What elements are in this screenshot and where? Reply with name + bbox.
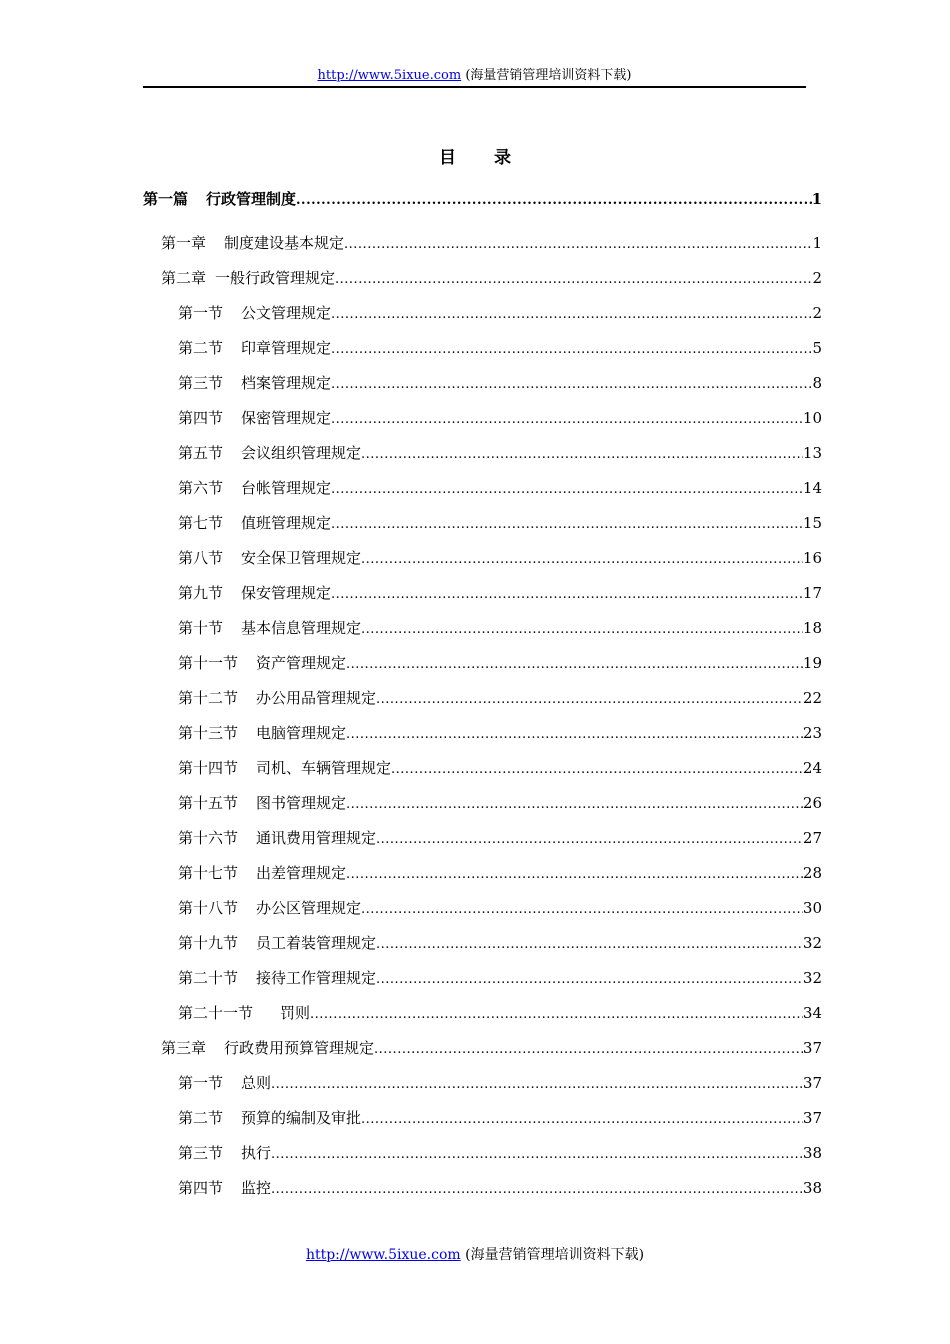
toc-entry[interactable] — [143, 611, 822, 646]
toc-entry-label: 第五节 — [178, 444, 224, 462]
toc-dot-leader — [331, 297, 812, 332]
toc-entry-title: 通讯费用管理规定 — [256, 829, 377, 847]
toc-entry-title: 档案管理规定 — [241, 374, 332, 392]
toc-entry[interactable] — [143, 786, 822, 821]
toc-entry-title: 办公区管理规定 — [256, 899, 362, 917]
toc-entry-page-number: 1 — [811, 190, 822, 208]
toc-entry-label: 第四节 — [178, 409, 224, 427]
toc-dot-leader — [296, 183, 812, 218]
toc-entry[interactable] — [143, 331, 822, 366]
toc-dot-leader — [331, 402, 803, 437]
toc-entry[interactable] — [143, 401, 822, 436]
header-url-link[interactable]: http://www.5ixue.com — [317, 68, 462, 83]
toc-dot-leader — [271, 1067, 803, 1102]
toc-entry[interactable] — [143, 261, 822, 296]
toc-entry-page-number: 2 — [812, 304, 822, 322]
toc-entry-title: 行政费用预算管理规定 — [224, 1039, 375, 1057]
toc-entry-title: 值班管理规定 — [241, 514, 332, 532]
toc-entry-page-number: 23 — [802, 724, 822, 742]
toc-dot-leader — [331, 507, 803, 542]
toc-entry-label: 第七节 — [178, 514, 224, 532]
toc-entry-label: 第二节 — [178, 339, 224, 357]
toc-entry-page-number: 5 — [812, 339, 822, 357]
toc-entry-title: 行政管理制度 — [206, 190, 297, 208]
toc-entry-page-number: 16 — [802, 549, 822, 567]
toc-entry[interactable] — [143, 1101, 822, 1136]
toc-entry-page-number: 30 — [802, 899, 822, 917]
toc-entry-page-number: 38 — [802, 1179, 822, 1197]
toc-entry-title: 基本信息管理规定 — [241, 619, 362, 637]
toc-entry[interactable] — [143, 506, 822, 541]
toc-entry[interactable] — [143, 436, 822, 471]
toc-entry[interactable] — [143, 926, 822, 961]
toc-dot-leader — [374, 1032, 803, 1067]
toc-dot-leader — [376, 927, 803, 962]
page-header — [143, 68, 806, 84]
toc-entry[interactable] — [143, 296, 822, 331]
toc-entry[interactable] — [143, 856, 822, 891]
toc-entry-label: 第八节 — [178, 549, 224, 567]
toc-dot-leader — [331, 577, 803, 612]
toc-entry-label: 第十五节 — [178, 794, 239, 812]
toc-entry-label: 第十六节 — [178, 829, 239, 847]
toc-entry-page-number: 2 — [812, 269, 822, 287]
toc-dot-leader — [376, 822, 803, 857]
toc-dot-leader — [346, 647, 803, 682]
toc-entry-title: 办公用品管理规定 — [256, 689, 377, 707]
toc-entry-page-number: 37 — [802, 1074, 822, 1092]
toc-entry-page-number: 27 — [802, 829, 822, 847]
toc-entry-title: 印章管理规定 — [241, 339, 332, 357]
toc-dot-leader — [346, 857, 803, 892]
toc-entry-page-number: 24 — [802, 759, 822, 777]
toc-entry[interactable] — [143, 961, 822, 996]
toc-dot-leader — [331, 332, 812, 367]
toc-entry[interactable] — [143, 716, 822, 751]
toc-dot-leader — [361, 1102, 803, 1137]
toc-entry-title: 总则 — [241, 1074, 272, 1092]
header-tagline: (海量营销管理培训资料下载) — [465, 68, 632, 83]
toc-entry-title: 出差管理规定 — [256, 864, 347, 882]
toc-entry-title: 执行 — [241, 1144, 272, 1162]
toc-dot-leader — [346, 787, 803, 822]
toc-entry-label: 第一章 — [161, 234, 207, 252]
toc-entry-title: 公文管理规定 — [241, 304, 332, 322]
toc-entry-page-number: 1 — [812, 234, 822, 252]
footer-url-link[interactable]: http://www.5ixue.com — [305, 1247, 461, 1263]
toc-entry-label: 第十二节 — [178, 689, 239, 707]
toc-entry-title: 图书管理规定 — [256, 794, 347, 812]
toc-entry-title: 一般行政管理规定 — [215, 269, 336, 287]
toc-entry-page-number: 14 — [802, 479, 822, 497]
toc-entry-page-number: 17 — [802, 584, 822, 602]
toc-entry-page-number: 10 — [802, 409, 822, 427]
toc-entry-page-number: 38 — [802, 1144, 822, 1162]
toc-entry-label: 第一篇 — [143, 190, 189, 208]
toc-entry-label: 第十三节 — [178, 724, 239, 742]
toc-entry[interactable] — [143, 1136, 822, 1171]
header-divider — [143, 86, 806, 88]
toc-entry[interactable] — [143, 646, 822, 681]
toc-entry[interactable] — [143, 366, 822, 401]
toc-dot-leader — [391, 752, 803, 787]
toc-entry[interactable] — [143, 541, 822, 576]
toc-entry-label: 第一节 — [178, 1074, 224, 1092]
toc-entry-title: 预算的编制及审批 — [241, 1109, 362, 1127]
toc-entry-label: 第二章 — [161, 269, 207, 287]
toc-entry-title: 资产管理规定 — [256, 654, 347, 672]
toc-entry-page-number: 37 — [802, 1039, 822, 1057]
toc-entry-title: 保安管理规定 — [241, 584, 332, 602]
toc-entry-page-number: 15 — [802, 514, 822, 532]
toc-entry-label: 第十七节 — [178, 864, 239, 882]
toc-entry-label: 第二十节 — [178, 969, 239, 987]
toc-entry-title: 罚则 — [280, 1004, 311, 1022]
toc-entry-label: 第十一节 — [178, 654, 239, 672]
toc-entry-page-number: 8 — [812, 374, 822, 392]
toc-dot-leader — [271, 1137, 803, 1172]
toc-entry[interactable] — [143, 182, 822, 226]
toc-entry[interactable] — [143, 996, 822, 1031]
toc-entry[interactable] — [143, 821, 822, 856]
toc-entry-page-number: 18 — [802, 619, 822, 637]
toc-dot-leader — [361, 542, 803, 577]
toc-entry-label: 第六节 — [178, 479, 224, 497]
toc-entry-title: 接待工作管理规定 — [256, 969, 377, 987]
toc-entry[interactable] — [143, 576, 822, 611]
toc-entry-page-number: 19 — [802, 654, 822, 672]
toc-entry-label: 第三节 — [178, 1144, 224, 1162]
toc-dot-leader — [335, 262, 812, 297]
toc-entry-title: 安全保卫管理规定 — [241, 549, 362, 567]
toc-entry-title: 会议组织管理规定 — [241, 444, 362, 462]
toc-dot-leader — [346, 717, 803, 752]
toc-entry[interactable] — [143, 471, 822, 506]
toc-entry-page-number: 34 — [802, 1004, 822, 1022]
toc-entry-label: 第十四节 — [178, 759, 239, 777]
toc-dot-leader — [361, 892, 803, 927]
toc-entry-title: 监控 — [241, 1179, 272, 1197]
toc-entry-title: 台帐管理规定 — [241, 479, 332, 497]
toc-entry[interactable] — [143, 1171, 822, 1206]
toc-dot-leader — [361, 437, 803, 472]
toc-entry-label: 第四节 — [178, 1179, 224, 1197]
toc-entry[interactable] — [143, 1031, 822, 1066]
toc-dot-leader — [361, 612, 803, 647]
toc-dot-leader — [344, 227, 812, 262]
toc-entry-label: 第二节 — [178, 1109, 224, 1127]
toc-entry-title: 保密管理规定 — [241, 409, 332, 427]
toc-title: 目录 — [439, 148, 549, 168]
table-of-contents — [143, 182, 822, 1206]
toc-entry-label: 第十节 — [178, 619, 224, 637]
toc-entry-title: 制度建设基本规定 — [224, 234, 345, 252]
toc-entry-label: 第二十一节 — [178, 1004, 254, 1022]
toc-dot-leader — [376, 682, 803, 717]
toc-entry-page-number: 28 — [802, 864, 822, 882]
toc-entry-title: 司机、车辆管理规定 — [256, 759, 392, 777]
toc-entry-page-number: 37 — [802, 1109, 822, 1127]
toc-entry-label: 第十八节 — [178, 899, 239, 917]
toc-dot-leader — [331, 367, 812, 402]
page-footer — [0, 1246, 950, 1264]
toc-entry-label: 第九节 — [178, 584, 224, 602]
toc-entry-label: 第三节 — [178, 374, 224, 392]
toc-entry[interactable] — [143, 1066, 822, 1101]
toc-dot-leader — [376, 962, 803, 997]
toc-entry[interactable] — [143, 751, 822, 786]
toc-entry-title: 员工着装管理规定 — [256, 934, 377, 952]
toc-entry-page-number: 13 — [802, 444, 822, 462]
toc-entry-page-number: 22 — [802, 689, 822, 707]
toc-entry-label: 第十九节 — [178, 934, 239, 952]
toc-entry-page-number: 32 — [802, 969, 822, 987]
toc-entry-label: 第三章 — [161, 1039, 207, 1057]
toc-dot-leader — [310, 997, 803, 1032]
toc-entry[interactable] — [143, 226, 822, 261]
toc-entry[interactable] — [143, 681, 822, 716]
toc-dot-leader — [331, 472, 803, 507]
footer-tagline: (海量营销管理培训资料下载) — [465, 1247, 645, 1263]
toc-dot-leader — [271, 1172, 803, 1207]
toc-entry-page-number: 32 — [802, 934, 822, 952]
toc-entry-title: 电脑管理规定 — [256, 724, 347, 742]
toc-entry-label: 第一节 — [178, 304, 224, 322]
toc-entry[interactable] — [143, 891, 822, 926]
toc-entry-page-number: 26 — [802, 794, 822, 812]
